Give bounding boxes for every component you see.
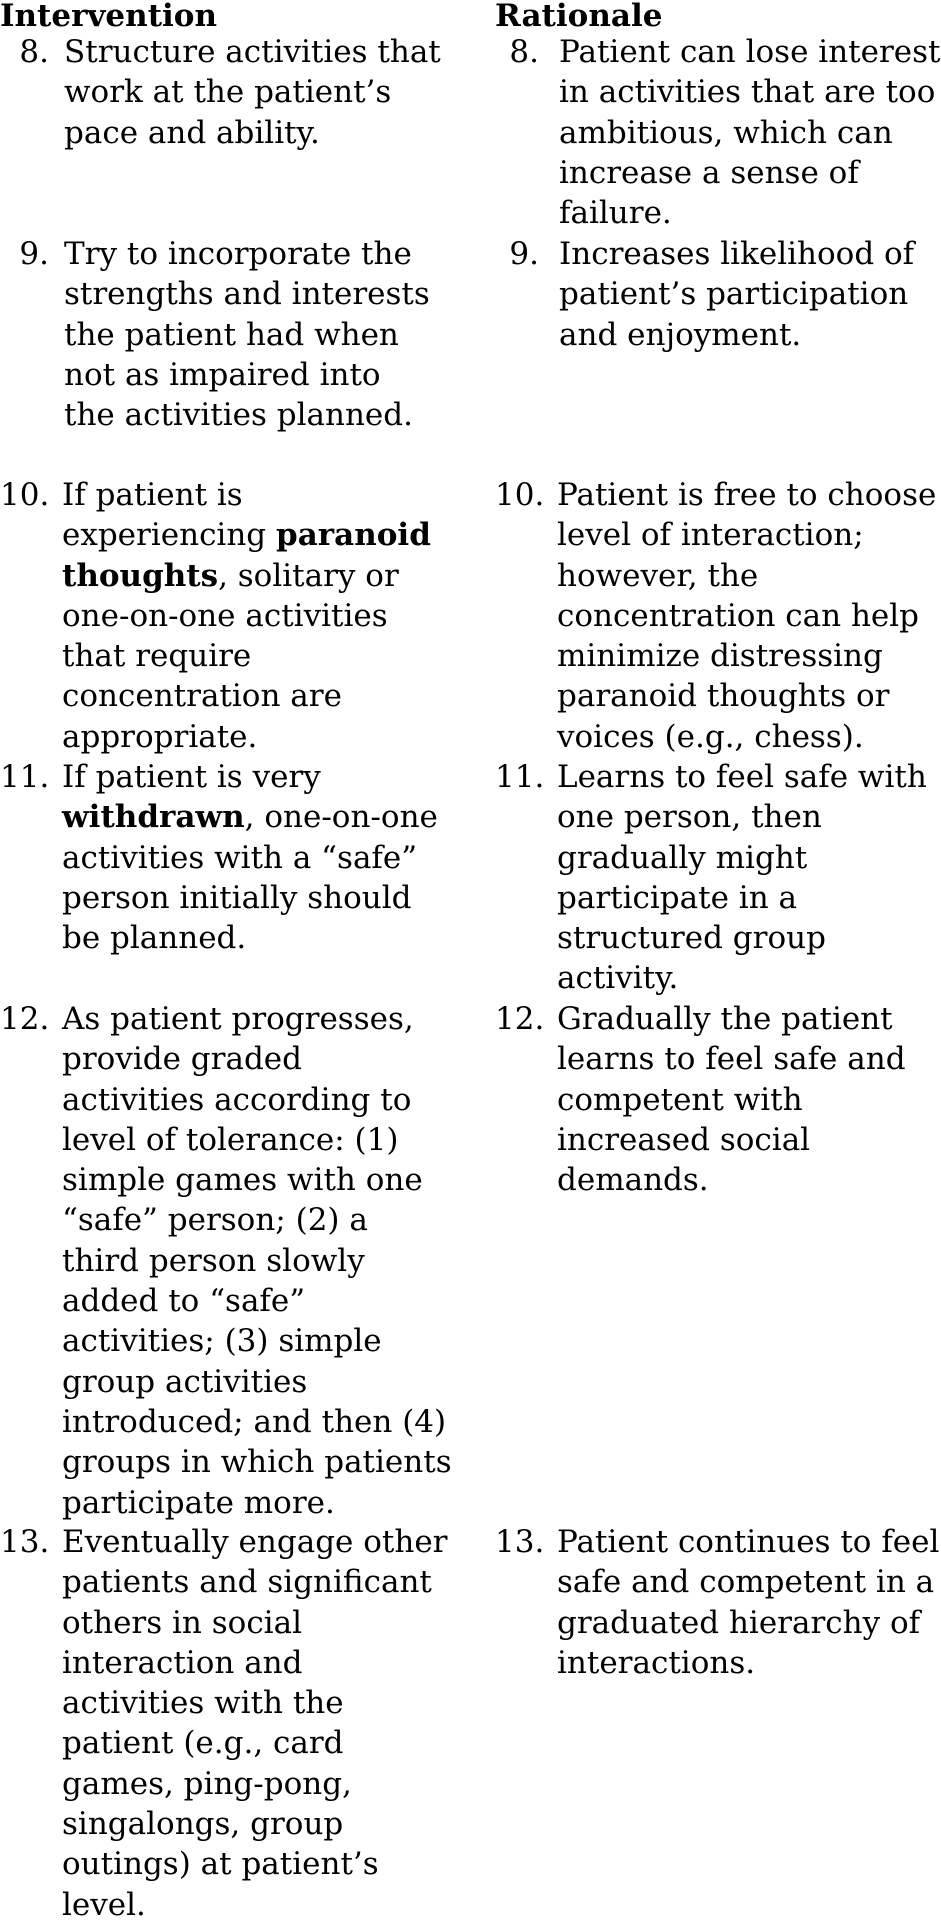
intervention-text: If patient is very withdrawn, one-on-one activities with a “safe” person initially should be planned. xyxy=(62,759,438,957)
rationale-number: 13. xyxy=(495,1524,545,1560)
rationale-text: Patient can lose interest in activities that are too ambitious, which can increase a sense of failure. xyxy=(559,34,941,232)
intervention-number: 9. xyxy=(19,236,49,272)
rationale-number: 10. xyxy=(495,477,545,513)
intervention-text: If patient is experiencing paranoid thoughts, solitary or one-on-one activities that require concentration are appropriate. xyxy=(62,477,431,755)
intervention-number: 12. xyxy=(0,1001,50,1037)
intervention-text: Eventually engage other patients and significant others in social interaction and activities with the patient (e.g., card games, ping-pong, singalongs, group outings) at patient’s level. xyxy=(62,1524,448,1923)
rationale-text: Patient is free to choose level of interaction; however, the concentration can help minimize distressing paranoid thoughts or voices (e.g., chess). xyxy=(557,477,937,755)
rationale-text: Gradually the patient learns to feel safe and competent with increased social demands. xyxy=(557,1001,906,1199)
rationale-text: Increases likelihood of patient’s participation and enjoyment. xyxy=(559,236,915,353)
intervention-number: 10. xyxy=(0,477,50,513)
intervention-number: 8. xyxy=(19,34,49,70)
intervention-text: As patient progresses, provide graded activities according to level of tolerance: (1) simple games with one “safe” person; (2) a third person slowly added to “safe” activities; (3) simple group activities introduced; and then (4) groups in which patients participate more. xyxy=(62,1001,452,1521)
rationale-column-header: Rationale xyxy=(495,0,663,34)
emphasis-withdrawn: withdrawn xyxy=(62,799,245,836)
rationale-number: 8. xyxy=(509,34,539,70)
intervention-number: 13. xyxy=(0,1524,50,1560)
rationale-text: Patient continues to feel safe and competent in a graduated hierarchy of interactions. xyxy=(557,1524,940,1681)
intervention-column-header: Intervention xyxy=(0,0,217,34)
intervention-text: Try to incorporate the strengths and interests the patient had when not as impaired into the activities planned. xyxy=(64,236,430,434)
intervention-number: 11. xyxy=(0,759,50,795)
rationale-number: 11. xyxy=(495,759,545,795)
rationale-number: 9. xyxy=(509,236,539,272)
intervention-text: Structure activities that work at the patient’s pace and ability. xyxy=(64,34,441,151)
rationale-number: 12. xyxy=(495,1001,545,1037)
emphasis-paranoid-thoughts: paranoid thoughts xyxy=(62,517,431,594)
rationale-text: Learns to feel safe with one person, then gradually might participate in a structured group activity. xyxy=(557,759,927,997)
